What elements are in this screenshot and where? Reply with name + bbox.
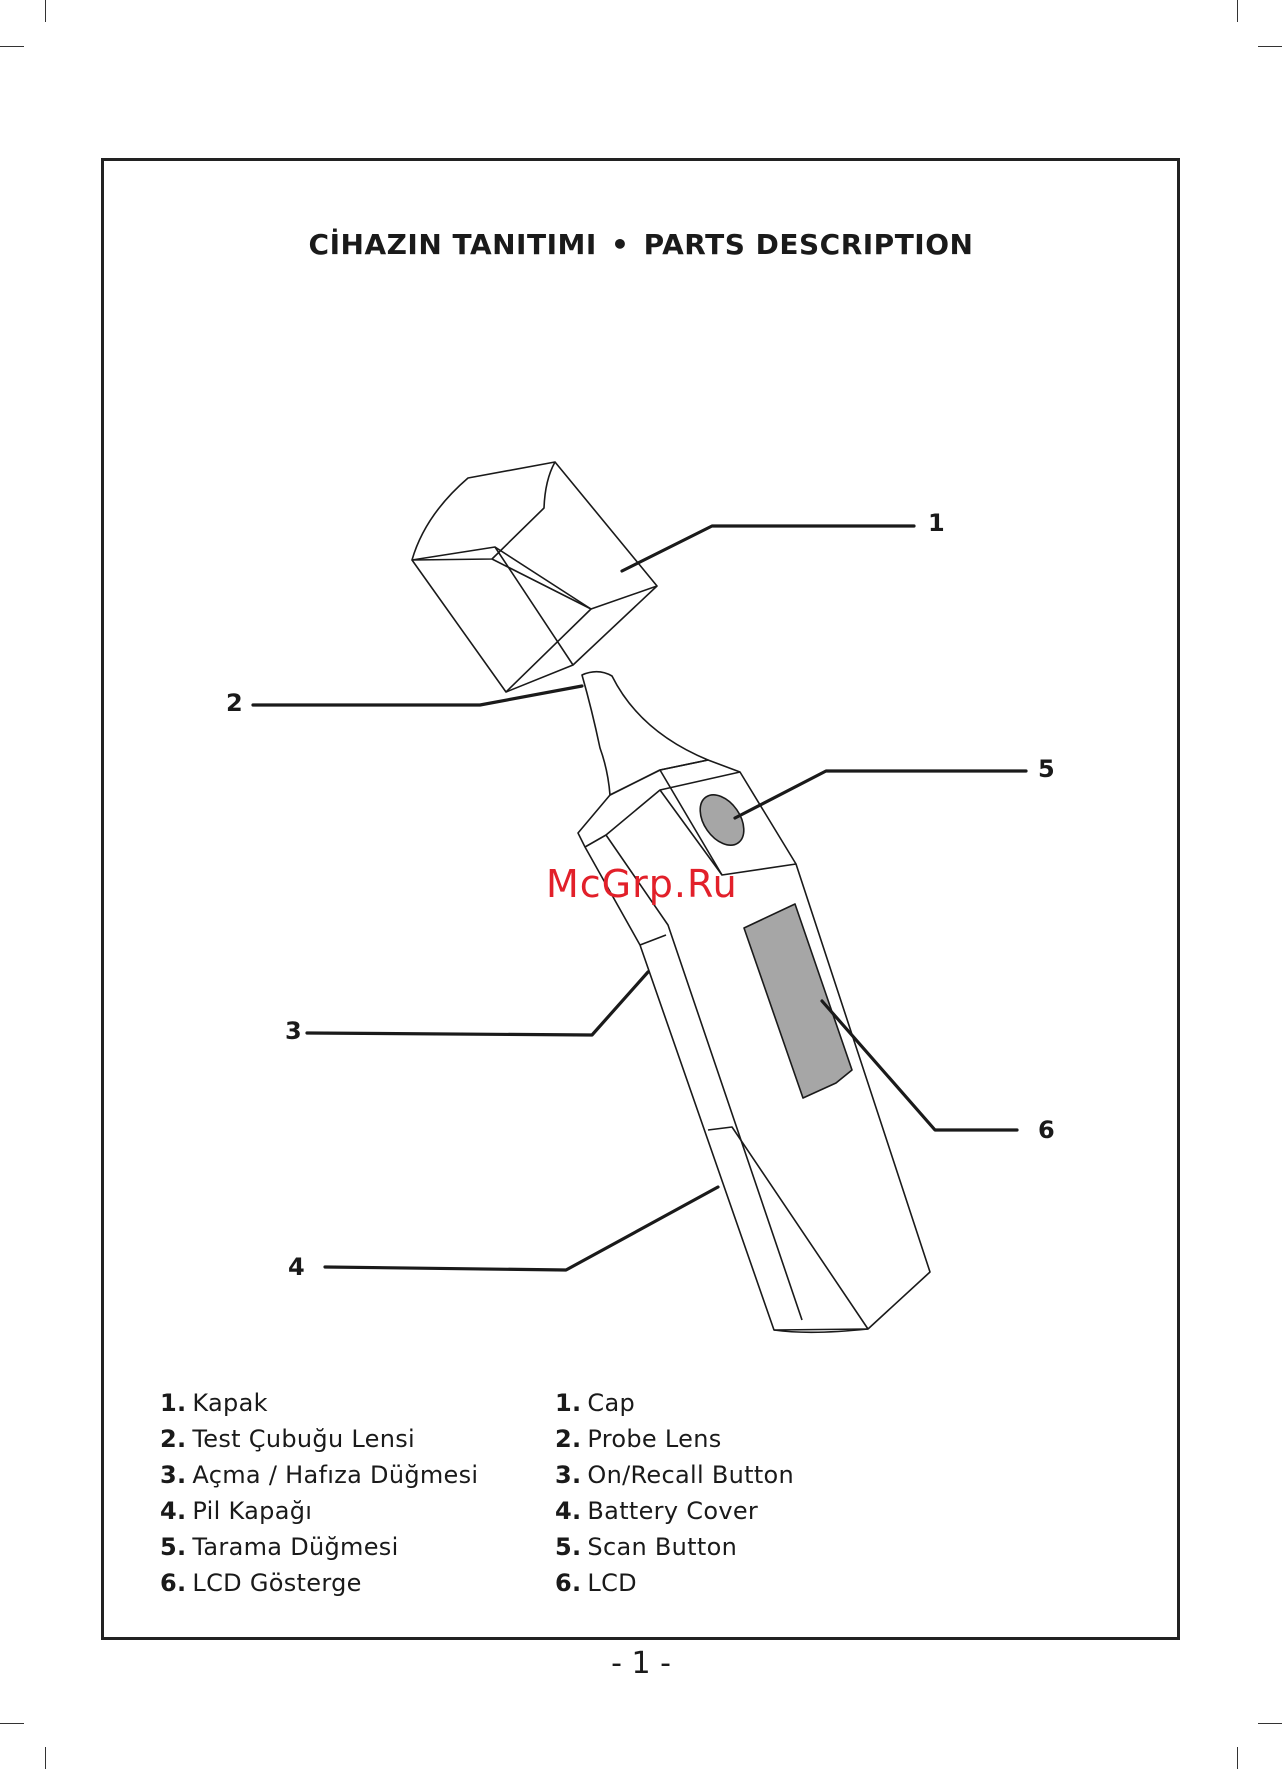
list-item [160, 1565, 478, 1601]
item-number: 5. [160, 1533, 187, 1561]
list-item [160, 1529, 478, 1565]
item-number: 6. [555, 1569, 582, 1597]
item-number: 1. [160, 1389, 187, 1417]
callout-1: 1 [928, 509, 945, 537]
leader-line-4 [325, 1187, 718, 1270]
item-number: 4. [160, 1497, 187, 1525]
list-item [555, 1529, 794, 1565]
body-drawing [578, 760, 930, 1332]
callout-6: 6 [1038, 1116, 1055, 1144]
list-item [555, 1385, 794, 1421]
parts-list-turkish [160, 1385, 478, 1601]
list-item [160, 1457, 478, 1493]
title-turkish: CİHAZIN TANITIMI [308, 228, 597, 261]
item-label: LCD Gösterge [192, 1569, 362, 1597]
item-label: Cap [587, 1389, 636, 1417]
leader-line-2 [253, 686, 582, 705]
callout-5: 5 [1038, 755, 1055, 783]
item-number: 3. [555, 1461, 582, 1489]
item-label: Battery Cover [587, 1497, 759, 1525]
item-label: Açma / Hafıza Düğmesi [192, 1461, 479, 1489]
leader-line-3 [307, 972, 648, 1035]
callout-3: 3 [285, 1017, 302, 1045]
page-number: - 1 - [611, 1646, 671, 1681]
title-separator: • [611, 228, 630, 261]
leader-line-5 [735, 771, 1026, 818]
item-label: Kapak [192, 1389, 268, 1417]
list-item [555, 1493, 794, 1529]
cap-drawing [412, 462, 657, 692]
callout-4: 4 [288, 1253, 305, 1281]
list-item [555, 1565, 794, 1601]
leader-line-1 [622, 526, 914, 571]
list-item [555, 1457, 794, 1493]
item-label: LCD [587, 1569, 637, 1597]
watermark-text: McGrp.Ru [546, 862, 738, 906]
scan-button-drawing [691, 787, 753, 854]
item-number: 5. [555, 1533, 582, 1561]
item-label: On/Recall Button [587, 1461, 795, 1489]
item-label: Tarama Düğmesi [192, 1533, 399, 1561]
callout-2: 2 [226, 689, 243, 717]
item-label: Scan Button [587, 1533, 738, 1561]
list-item [555, 1421, 794, 1457]
title-english: PARTS DESCRIPTION [643, 228, 974, 261]
list-item [160, 1385, 478, 1421]
item-label: Test Çubuğu Lensi [192, 1425, 415, 1453]
item-label: Pil Kapağı [192, 1497, 313, 1525]
item-number: 2. [160, 1425, 187, 1453]
lcd-drawing [744, 904, 852, 1098]
item-label: Probe Lens [587, 1425, 722, 1453]
parts-list-english [555, 1385, 794, 1601]
list-item [160, 1421, 478, 1457]
item-number: 1. [555, 1389, 582, 1417]
probe-drawing [582, 672, 708, 795]
list-item [160, 1493, 478, 1529]
item-number: 6. [160, 1569, 187, 1597]
item-number: 3. [160, 1461, 187, 1489]
item-number: 2. [555, 1425, 582, 1453]
item-number: 4. [555, 1497, 582, 1525]
